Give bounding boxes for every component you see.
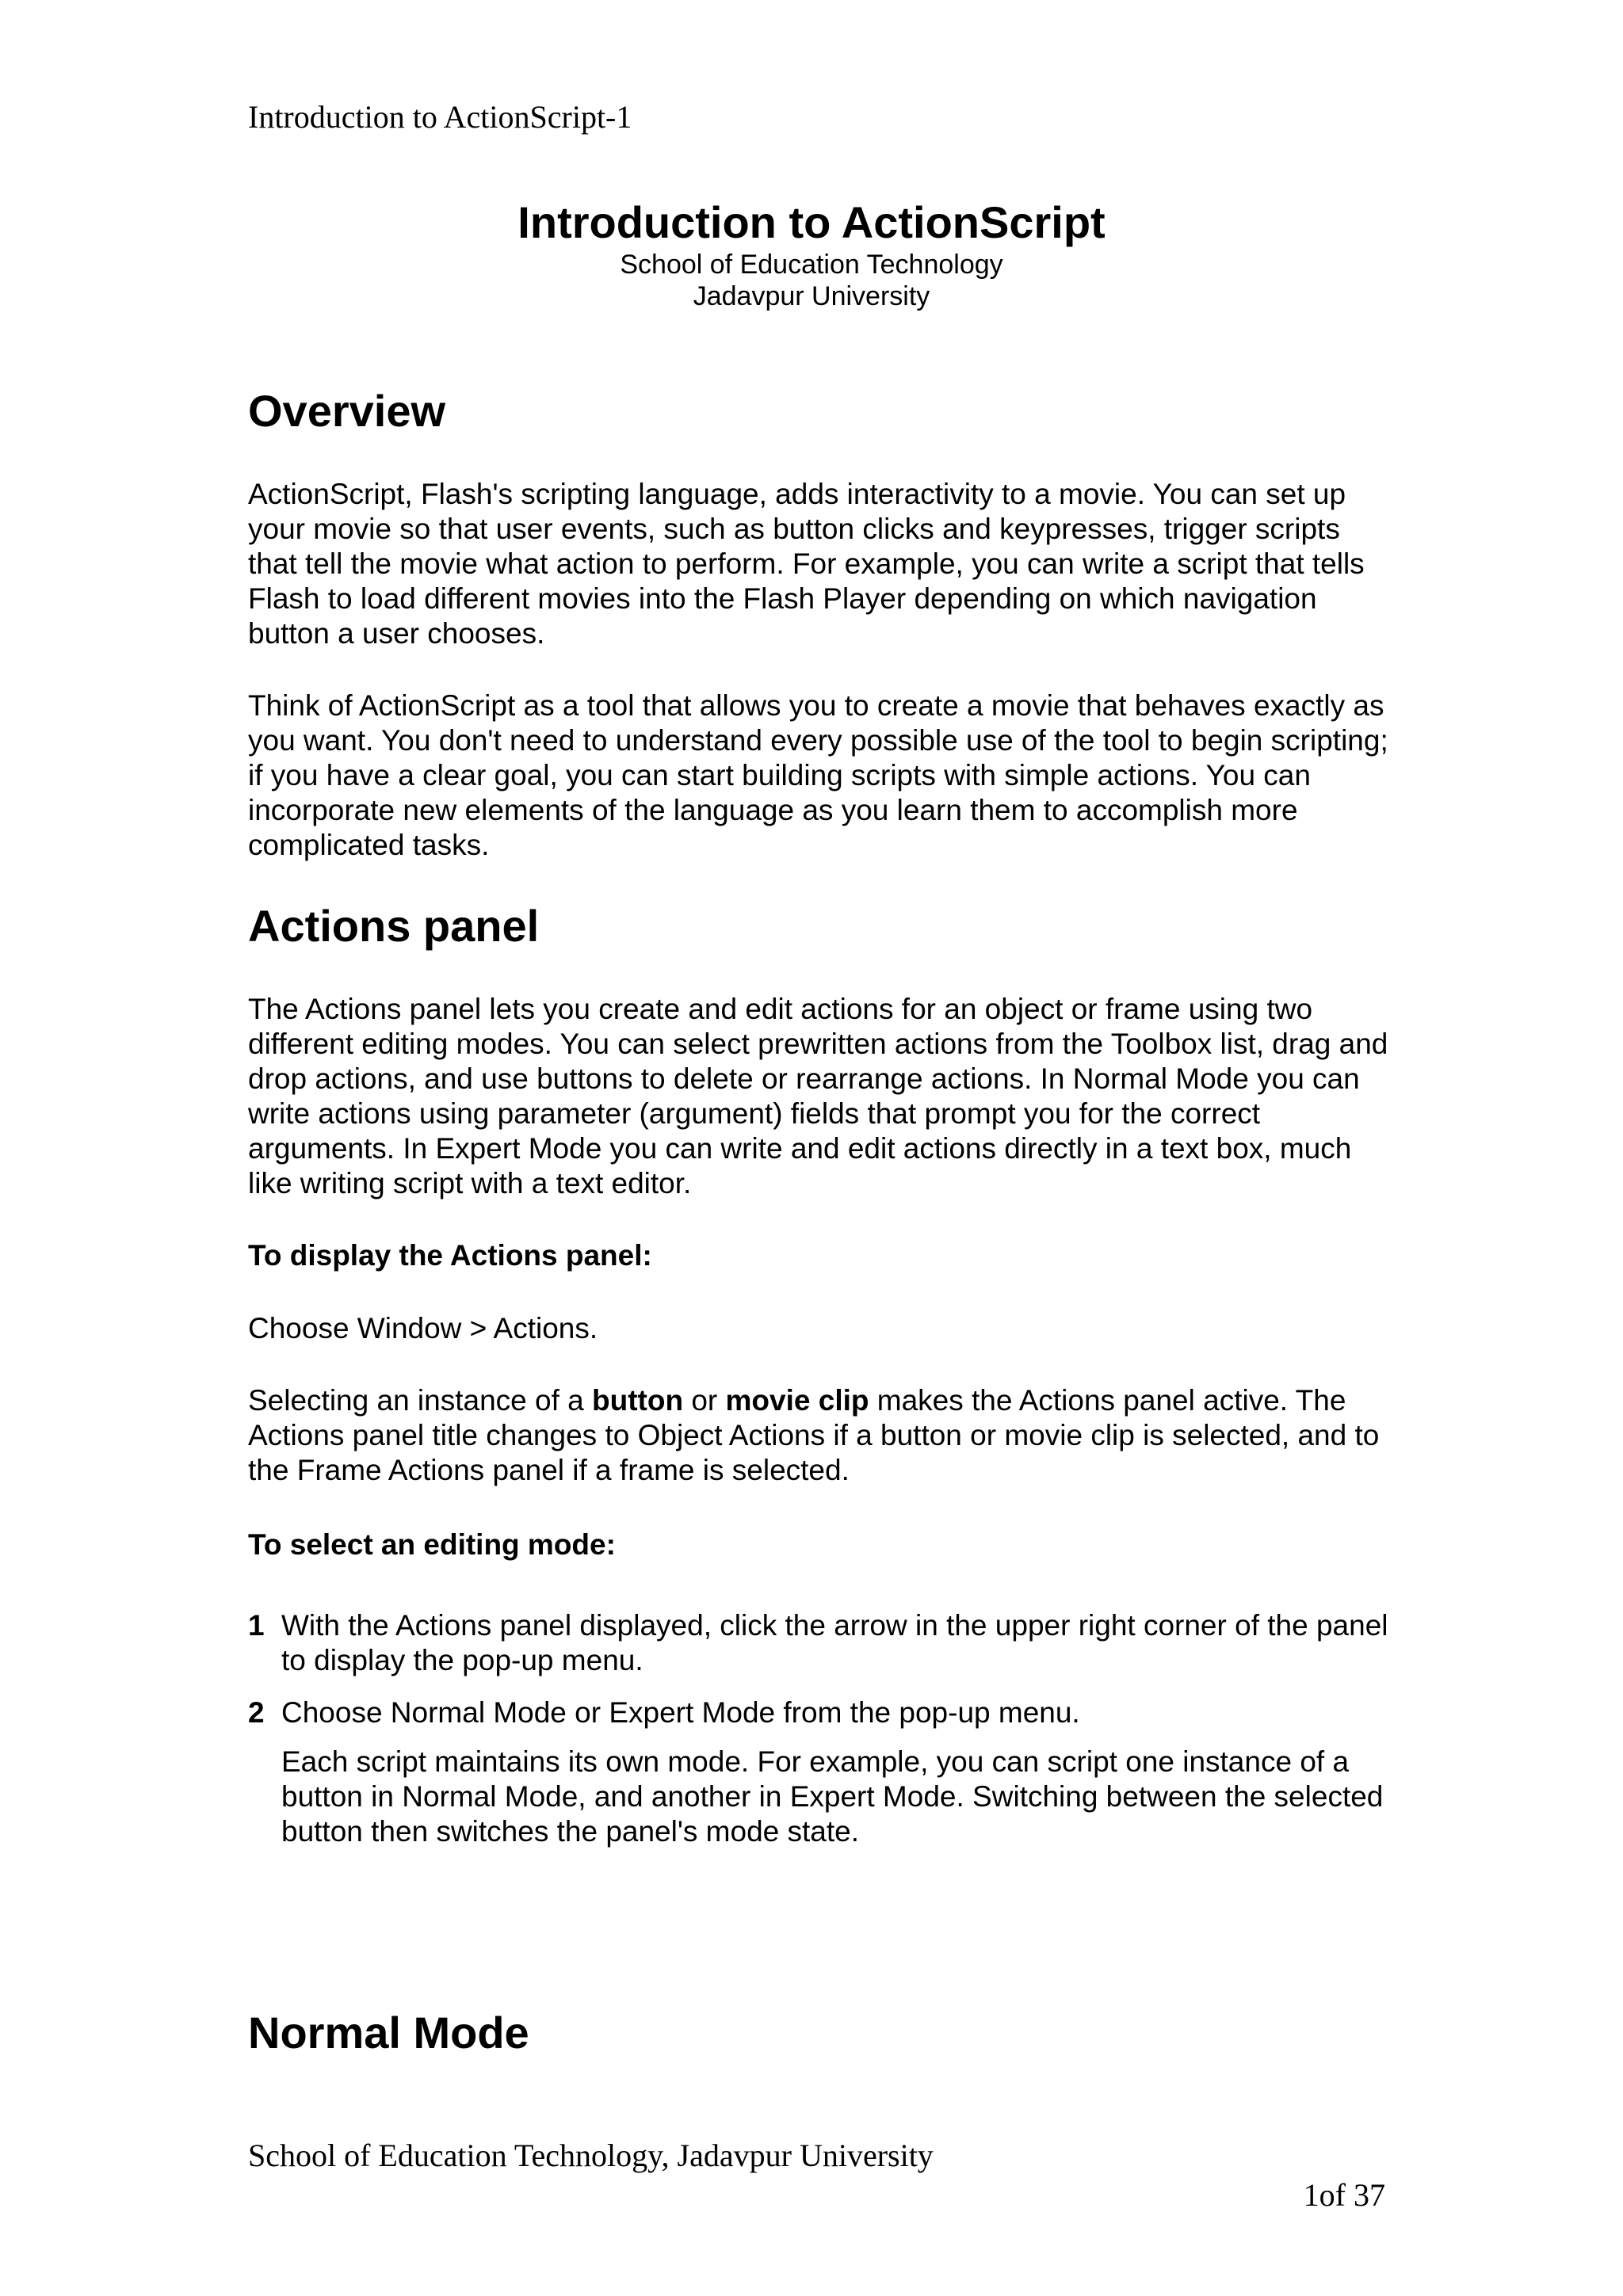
overview-paragraph-1-text: ActionScript, Flash's scripting language, adds interactivity to a movie. You can set up your movie so that user events, such as button clicks and keypresses, trigger scripts that tell the movie what action to perform. For example, you can write a script that tells Flash to load different movies into the Flash Player depending on which navigation button a user chooses. (248, 478, 1365, 650)
university-name: Jadavpur University (693, 281, 930, 311)
selection-paragraph-text (248, 1383, 1389, 1488)
page-number: 1of 37 (1303, 2177, 1385, 2213)
display-step (248, 1311, 1389, 1346)
movie-clip-term: movie clip (725, 1384, 869, 1417)
selection-paragraph (248, 1383, 1389, 1488)
running-header: Introduction to ActionScript-1 (248, 99, 632, 135)
actions-panel-paragraph-text: The Actions panel lets you create and edit actions for an object or frame using two different editing modes. You can select prewritten actions from the Toolbox list, drag and drop actions, and use buttons to delete or rearrange actions. In Normal Mode you can write actions using parameter (argument) fields that prompt you for the correct arguments. In Expert Mode you can write and edit actions directly in a text box, much like writing script with a text editor. (248, 993, 1388, 1199)
footer-institution: School of Education Technology, Jadavpur University (248, 2138, 934, 2173)
display-step-text: Choose Window > Actions. (248, 1312, 598, 1344)
selection-text-3: makes the Actions panel active. The Actions panel title changes to Object Actions if a button or movie clip is selected, and to the Frame Actions panel if a frame is selected. (248, 1384, 1380, 1486)
step-1-text: With the Actions panel displayed, click the arrow in the upper right corner of the panel to display the pop-up menu. (281, 1609, 1388, 1676)
step-note (248, 1745, 1389, 1849)
overview-paragraph-1 (248, 477, 1389, 651)
step-note-text: Each script maintains its own mode. For example, you can script one instance of a button in Normal Mode, and another in Expert Mode. Switching between the selected button then switches the panel's mode state. (281, 1745, 1384, 1848)
title-block (0, 196, 1623, 312)
display-actions-subhead: To display the Actions panel: (248, 1239, 652, 1272)
school-name: School of Education Technology (620, 250, 1003, 280)
step-2 (248, 1695, 1389, 1730)
overview-paragraph-2-text: Think of ActionScript as a tool that allows you to create a movie that behaves exactly as you want. You don't need to understand every possible use of the tool to begin scripting; if you have a clear goal, you can start building scripts with simple actions. You can incorporate new elements of the language as you learn them to accomplish more complicated tasks. (248, 689, 1388, 861)
editing-mode-subhead: To select an editing mode: (248, 1528, 616, 1561)
step-1 (248, 1608, 1389, 1678)
normal-mode-heading: Normal Mode (248, 2008, 529, 2058)
overview-heading: Overview (248, 386, 446, 436)
overview-paragraph-2 (248, 688, 1389, 863)
actions-panel-heading: Actions panel (248, 901, 540, 951)
step-2-text: Choose Normal Mode or Expert Mode from the pop-up menu. (281, 1696, 1080, 1729)
step-2-number: 2 (248, 1696, 265, 1729)
document-title: Introduction to ActionScript (517, 197, 1106, 247)
selection-text-2: or (683, 1384, 726, 1417)
selection-text-1: Selecting an instance of a (248, 1384, 593, 1417)
button-term: button (592, 1384, 684, 1417)
actions-panel-paragraph (248, 992, 1389, 1201)
step-1-number: 1 (248, 1609, 265, 1642)
